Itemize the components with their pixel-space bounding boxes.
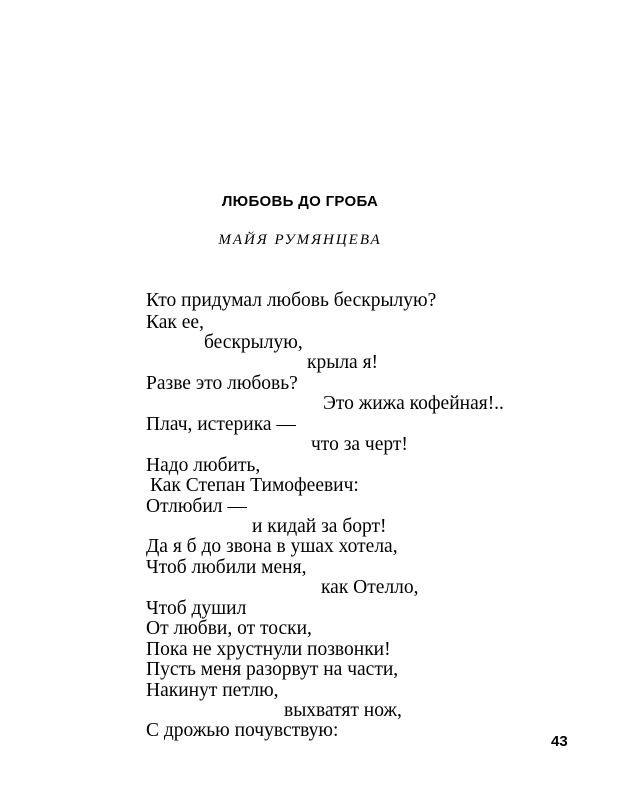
poem-line: От любви, от тоски, xyxy=(146,618,312,639)
poem-line: как Отелло, xyxy=(321,577,419,598)
poem-author: МАЙЯ РУМЯНЦЕВА xyxy=(218,232,382,248)
page-number: 43 xyxy=(551,733,568,750)
poem-line: Разве это любовь? xyxy=(146,373,298,394)
poem-line: крыла я! xyxy=(307,352,379,373)
poem-line: Кто придумал любовь бескрылую? xyxy=(146,290,437,311)
poem-line: Надо любить, xyxy=(146,455,261,476)
poem-title: ЛЮБОВЬ ДО ГРОБА xyxy=(221,193,379,210)
poem-line: что за черт! xyxy=(311,434,408,455)
poem-line: Как Степан Тимофеевич: xyxy=(150,475,359,496)
poem-line: бескрылую, xyxy=(204,332,303,353)
poem-line: Это жижа кофейная!.. xyxy=(323,393,504,414)
poem-line: и кидай за борт! xyxy=(252,516,387,537)
poem-line: выхватят нож, xyxy=(284,700,402,721)
poem-line: Чтоб любили меня, xyxy=(146,557,307,578)
poem-line: Отлюбил — xyxy=(146,496,247,517)
poem-line: Плач, истерика — xyxy=(146,414,296,435)
poem-line: Накинут петлю, xyxy=(146,680,279,701)
poem-line: Пусть меня разорвут на части, xyxy=(146,659,399,680)
poem-line: Пока не хрустнули позвонки! xyxy=(146,639,391,660)
poem-line: С дрожью почувствую: xyxy=(146,720,339,741)
poem-line: Как ее, xyxy=(146,312,204,333)
poem-line: Чтоб душил xyxy=(146,598,247,619)
poem-line: Да я б до звона в ушах хотела, xyxy=(146,536,398,557)
